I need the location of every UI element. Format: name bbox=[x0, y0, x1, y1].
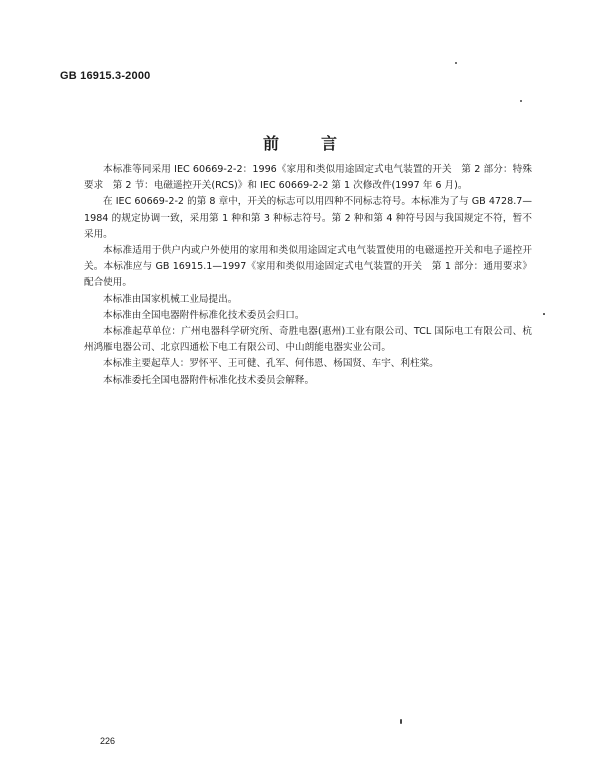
page-number: 226 bbox=[100, 736, 116, 746]
paragraph-drafting-units: 本标准起草单位：广州电器科学研究所、奇胜电器(惠州)工业有限公司、TCL 国际电工有限公司、杭州鸿雁电器公司、北京四通松下电工有限公司、中山朗能电器实业公司。 bbox=[84, 326, 532, 354]
scan-speck bbox=[543, 313, 545, 315]
scan-speck bbox=[520, 100, 522, 102]
paragraph-drafters: 本标准主要起草人：罗怀平、王可健、孔军、何伟恩、杨国贤、车宇、利柱棠。 bbox=[103, 358, 439, 370]
standard-number: GB 16915.3-2000 bbox=[60, 70, 151, 82]
paragraph-proposer: 本标准由国家机械工业局提出。 bbox=[103, 293, 238, 305]
scan-speck bbox=[400, 719, 402, 724]
paragraph-interpretation: 本标准委托全国电器附件标准化技术委员会解释。 bbox=[103, 374, 315, 386]
paragraph-scope: 本标准适用于供户内或户外使用的家用和类似用途固定式电气装置使用的电磁遥控开关和电子遥控开关。本标准应与 GB 16915.1—1997《家用和类似用途固定式电气装置的开关 第 1 部分：通用要求》配合使用。 bbox=[84, 245, 532, 289]
paragraph-marking: 在 IEC 60669-2-2 的第 8 章中，开关的标志可以用四种不同标志符号。本标准为了与 GB 4728.7—1984 的规定协调一致，采用第 1 种和第 3 种标志符号。第 2 种和第 4 种符号因与我国规定不符，暂不采用。 bbox=[84, 196, 532, 240]
paragraph-adoption: 本标准等同采用 IEC 60669-2-2：1996《家用和类似用途固定式电气装置的开关 第 2 部分：特殊要求 第 2 节：电磁遥控开关(RCS)》和 IEC 60669-2-2 第 1 次修改件(1997 年 6 月)。 bbox=[84, 164, 532, 192]
paragraph-centralized: 本标准由全国电器附件标准化技术委员会归口。 bbox=[103, 309, 305, 321]
scan-speck bbox=[455, 62, 457, 64]
page-title: 前言 bbox=[262, 134, 379, 153]
foreword-body bbox=[84, 162, 532, 389]
